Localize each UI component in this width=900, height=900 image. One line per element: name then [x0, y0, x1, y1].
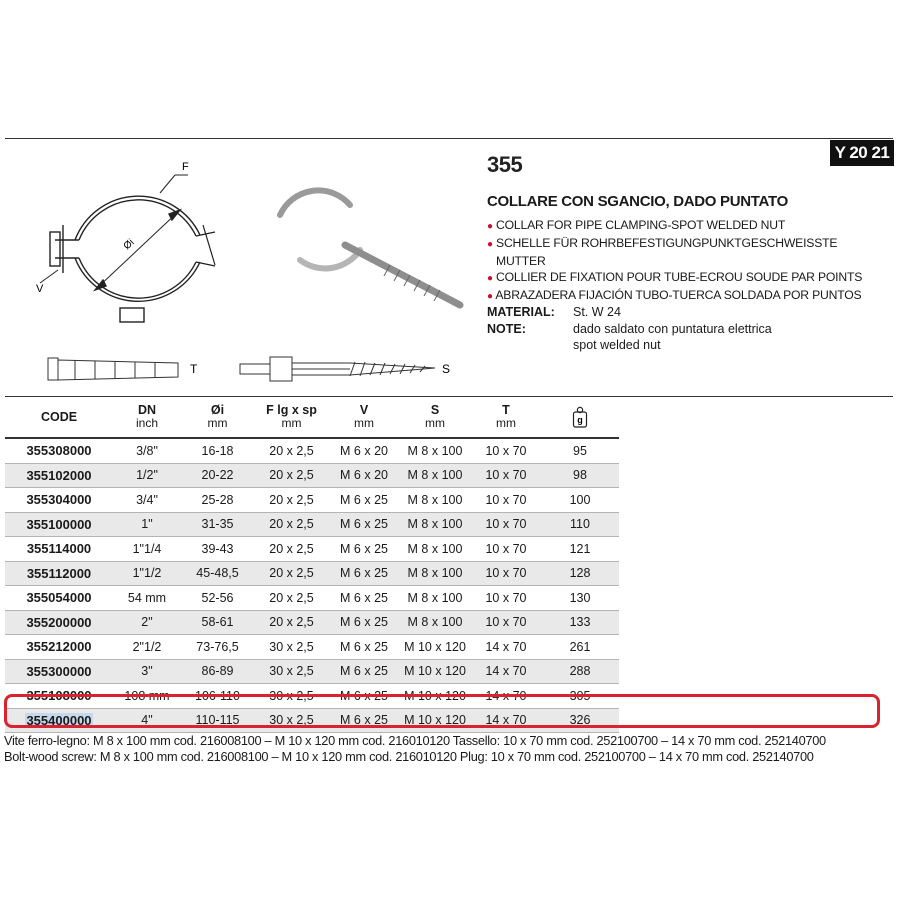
cell-code: 355114000: [5, 537, 113, 562]
cell-value: 10 x 70: [471, 512, 541, 537]
product-title: COLLARE CON SGANCIO, DADO PUNTATO: [487, 193, 788, 210]
note-italian: Vite ferro-legno: M 8 x 100 mm cod. 216008100 – M 10 x 120 mm cod. 216010120 Tassello: 10 x 70 mm cod. 252100700 – 14 x 70 mm cod. 252140700: [4, 733, 826, 748]
translation-de-cont: MUTTER: [496, 254, 546, 268]
cell-value: M 6 x 25: [329, 635, 399, 660]
cell-value: M 10 x 120: [399, 635, 471, 660]
top-rule: [5, 138, 893, 139]
header-s: S mm: [425, 403, 445, 430]
svg-text:g: g: [577, 415, 583, 425]
cell-code: 355100000: [5, 512, 113, 537]
cell-value: 10 x 70: [471, 463, 541, 488]
cell-value: 128: [541, 561, 619, 586]
cell-value: 14 x 70: [471, 708, 541, 733]
cell-value: 20-22: [181, 463, 254, 488]
cell-value: 20 x 2,5: [254, 463, 329, 488]
cell-value: 1": [113, 512, 181, 537]
cell-value: 86-89: [181, 659, 254, 684]
product-translations: [487, 217, 862, 305]
cell-value: M 6 x 20: [329, 438, 399, 463]
cell-value: 305: [541, 684, 619, 709]
cell-value: 108 mm: [113, 684, 181, 709]
cell-value: 20 x 2,5: [254, 537, 329, 562]
cell-value: M 6 x 25: [329, 512, 399, 537]
cell-value: M 10 x 120: [399, 708, 471, 733]
cell-value: 288: [541, 659, 619, 684]
cell-value: M 6 x 20: [329, 463, 399, 488]
table-row: [5, 438, 619, 463]
header-f: F lg x sp mm: [266, 403, 317, 430]
cell-value: 30 x 2,5: [254, 708, 329, 733]
cell-value: M 8 x 100: [399, 438, 471, 463]
table-body: [5, 438, 619, 733]
cell-value: 261: [541, 635, 619, 660]
catalog-year-badge: Y 20 21: [830, 140, 894, 166]
bullet-icon: ●: [487, 239, 493, 250]
cell-value: M 6 x 25: [329, 537, 399, 562]
label-v: V: [36, 283, 44, 295]
plug-drawing: [48, 358, 178, 380]
cell-value: 10 x 70: [471, 537, 541, 562]
cell-value: M 10 x 120: [399, 684, 471, 709]
cell-code: 355308000: [5, 438, 113, 463]
header-t: T mm: [496, 403, 516, 430]
cell-value: 20 x 2,5: [254, 561, 329, 586]
cell-value: 3": [113, 659, 181, 684]
cell-value: 100: [541, 488, 619, 513]
cell-value: 10 x 70: [471, 488, 541, 513]
translation-de: ● SCHELLE FÜR ROHRBEFESTIGUNGPUNKTGESCHWEISSTE: [487, 236, 838, 250]
label-t: T: [190, 362, 198, 376]
cell-value: M 6 x 25: [329, 610, 399, 635]
cell-value: M 8 x 100: [399, 463, 471, 488]
cell-value: 25-28: [181, 488, 254, 513]
translation-fr: ● COLLIER DE FIXATION POUR TUBE-ECROU SOUDE PAR POINTS: [487, 270, 863, 284]
cell-value: M 6 x 25: [329, 586, 399, 611]
cell-value: 52-56: [181, 586, 254, 611]
cell-value: 110: [541, 512, 619, 537]
label-diameter: Øi: [121, 237, 137, 253]
cell-value: 95: [541, 438, 619, 463]
cell-value: M 6 x 25: [329, 561, 399, 586]
cell-value: 98: [541, 463, 619, 488]
clamp-photo: [280, 190, 460, 305]
highlighted-row-box: [4, 694, 880, 728]
note-english: Bolt-wood screw: M 8 x 100 mm cod. 216008100 – M 10 x 120 mm cod. 216010120 Plug: 10 x 70 mm cod. 252100700 – 14 x 70 mm cod. 252140700: [4, 749, 814, 764]
cell-value: 20 x 2,5: [254, 512, 329, 537]
material-label: MATERIAL:: [487, 305, 555, 319]
cell-value: 14 x 70: [471, 684, 541, 709]
translation-es: ● ABRAZADERA FIJACIÓN TUBO-TUERCA SOLDADA POR PUNTOS: [487, 288, 862, 302]
screw-drawing: [240, 357, 435, 381]
cell-value: 54 mm: [113, 586, 181, 611]
cell-code: 355300000: [5, 659, 113, 684]
table-row: [5, 463, 619, 488]
bullet-icon: ●: [487, 273, 493, 284]
cell-value: M 10 x 120: [399, 659, 471, 684]
cell-code: 355212000: [5, 635, 113, 660]
note-line-1: dado saldato con puntatura elettrica: [573, 321, 772, 336]
weight-icon: [572, 406, 588, 428]
cell-value: M 6 x 25: [329, 659, 399, 684]
cell-value: 14 x 70: [471, 635, 541, 660]
cell-value: 30 x 2,5: [254, 659, 329, 684]
cell-value: 133: [541, 610, 619, 635]
label-f: F: [182, 161, 189, 173]
header-weight: [541, 397, 619, 438]
bullet-icon: ●: [487, 221, 493, 232]
cell-value: 106-110: [181, 684, 254, 709]
cell-value: 31-35: [181, 512, 254, 537]
cell-value: M 8 x 100: [399, 488, 471, 513]
cell-value: 30 x 2,5: [254, 684, 329, 709]
cell-code: 355112000: [5, 561, 113, 586]
table-row: [5, 537, 619, 562]
cell-value: 2"1/2: [113, 635, 181, 660]
cell-code: 355200000: [5, 610, 113, 635]
cell-value: 20 x 2,5: [254, 610, 329, 635]
header-dn: DN inch: [135, 403, 158, 430]
cell-value: 20 x 2,5: [254, 438, 329, 463]
translation-en: ● COLLAR FOR PIPE CLAMPING-SPOT WELDED NUT: [487, 218, 786, 232]
note-line-2: spot welded nut: [573, 338, 661, 352]
table-row: [5, 610, 619, 635]
material-note-block: [487, 304, 772, 354]
cell-code: 355304000: [5, 488, 113, 513]
material-value: St. W 24: [573, 305, 621, 319]
table-row: [5, 659, 619, 684]
cell-value: 1"1/2: [113, 561, 181, 586]
cell-value: 45-48,5: [181, 561, 254, 586]
spec-table: [5, 397, 619, 733]
product-number: 355: [487, 152, 523, 177]
bullet-icon: ●: [487, 291, 493, 302]
cell-code: 355054000: [5, 586, 113, 611]
header-diameter: Øi mm: [207, 403, 228, 430]
cell-value: 20 x 2,5: [254, 488, 329, 513]
note-label: NOTE:: [487, 321, 526, 336]
table-row: [5, 561, 619, 586]
cell-value: 326: [541, 708, 619, 733]
table-row: [5, 586, 619, 611]
cell-value: M 8 x 100: [399, 610, 471, 635]
cell-code: 355102000: [5, 463, 113, 488]
cell-value: 1/2": [113, 463, 181, 488]
table-row: [5, 512, 619, 537]
header-code: CODE: [40, 409, 78, 424]
accessory-notes: [4, 733, 826, 765]
cell-value: 121: [541, 537, 619, 562]
cell-value: 2": [113, 610, 181, 635]
cell-value: 4": [113, 708, 181, 733]
cell-value: 14 x 70: [471, 659, 541, 684]
cell-value: 10 x 70: [471, 610, 541, 635]
cell-value: 39-43: [181, 537, 254, 562]
cell-value: 16-18: [181, 438, 254, 463]
cell-code: 355400000: [5, 708, 113, 733]
cell-code: 355108000: [5, 684, 113, 709]
cell-value: 10 x 70: [471, 561, 541, 586]
product-diagram: [0, 140, 470, 395]
cell-value: 1"1/4: [113, 537, 181, 562]
cell-value: 10 x 70: [471, 438, 541, 463]
cell-value: M 6 x 25: [329, 488, 399, 513]
cell-value: M 8 x 100: [399, 586, 471, 611]
label-s: S: [442, 362, 451, 376]
table-header-row: [5, 397, 619, 438]
header-v: V mm: [354, 403, 374, 430]
table-row: [5, 635, 619, 660]
cell-value: 20 x 2,5: [254, 586, 329, 611]
cell-value: M 6 x 25: [329, 684, 399, 709]
cell-value: 10 x 70: [471, 586, 541, 611]
cell-value: 130: [541, 586, 619, 611]
cell-value: M 6 x 25: [329, 708, 399, 733]
cell-value: 110-115: [181, 708, 254, 733]
cell-value: 3/8": [113, 438, 181, 463]
cell-value: 58-61: [181, 610, 254, 635]
cell-value: 73-76,5: [181, 635, 254, 660]
cell-value: 30 x 2,5: [254, 635, 329, 660]
cell-value: M 8 x 100: [399, 537, 471, 562]
cell-value: M 8 x 100: [399, 561, 471, 586]
table-row: [5, 488, 619, 513]
cell-value: 3/4": [113, 488, 181, 513]
cell-value: M 8 x 100: [399, 512, 471, 537]
